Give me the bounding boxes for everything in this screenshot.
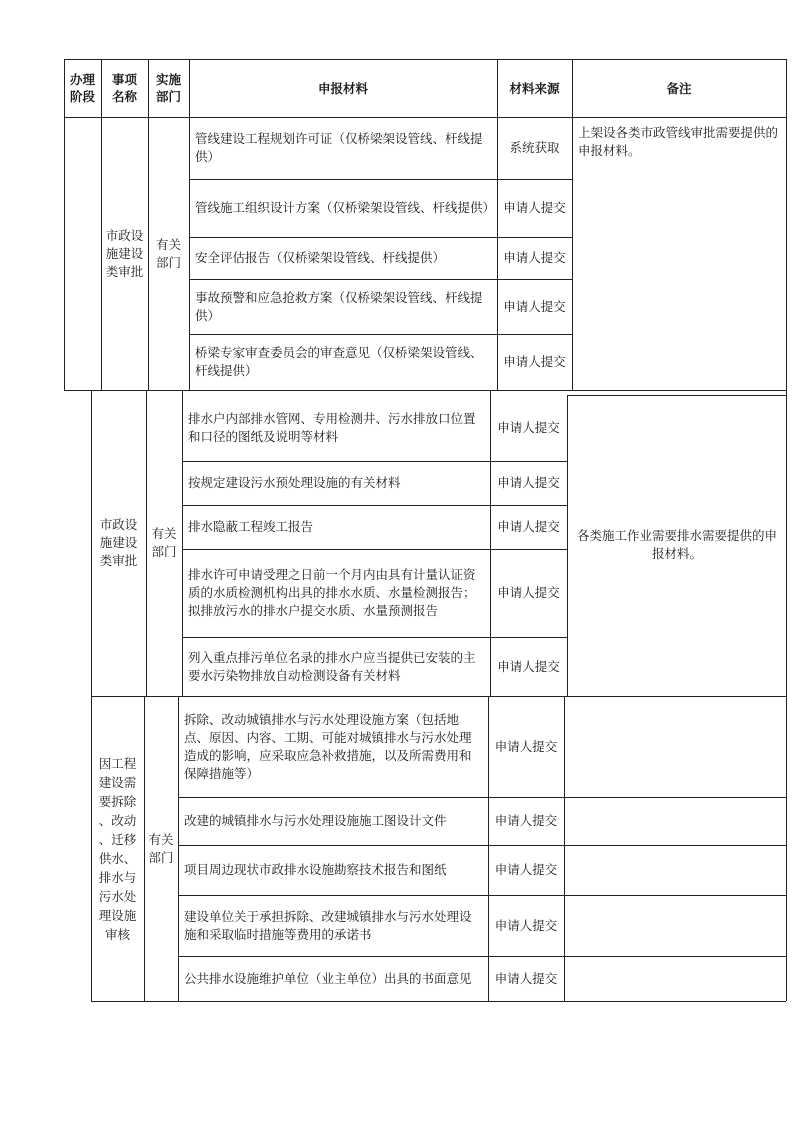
group3-remark	[564, 696, 786, 797]
group2-item-name: 市政设 施建设 类审批	[99, 517, 138, 568]
group3-source-1: 申请人提交	[494, 738, 558, 754]
group3-material-4: 建设单位关于承担拆除、改建城镇排水与污水处理设施和采取临时措施等费用的承诺书	[184, 908, 472, 942]
group2-source-1: 申请人提交	[497, 420, 560, 435]
group1-material-1: 管线建设工程规划许可证（仅桥梁架设管线、杆线提供）	[195, 131, 483, 164]
table-border-right	[786, 390, 787, 696]
group3-material-2: 改建的城镇排水与污水处理设施施工图设计文件	[184, 813, 447, 828]
group2-material-2: 按规定建设污水预处理设施的有关材料	[188, 475, 401, 490]
group2-material-4: 排水许可申请受理之日前一个月内由具有计量认证资质的水质检测机构出具的排水水质、水量检测报告；拟排放污水的排水户提交水质、水量预测报告	[188, 567, 476, 618]
header-materials: 申报材料	[317, 80, 368, 96]
group1-department: 有关 部门	[155, 236, 181, 270]
table-border-right	[786, 696, 787, 1001]
group3-source-3: 申请人提交	[494, 862, 558, 877]
header-source: 材料来源	[509, 80, 560, 96]
remark-box-top	[567, 395, 786, 396]
group3-department: 有关 部门	[148, 831, 174, 865]
table-border-right	[786, 59, 787, 391]
group2-department: 有关 部门	[151, 526, 177, 559]
group2-remark: 各类施工作业需要排水需要提供的申报材料。	[576, 528, 777, 561]
group1-material-4: 事故预警和应急抢救方案（仅桥梁架设管线、杆线提供）	[195, 289, 483, 323]
group1-source-1: 系统获取	[509, 140, 560, 155]
group3-source-5: 申请人提交	[494, 970, 558, 986]
table-border-bottom	[91, 1001, 786, 1002]
group2-source-2: 申请人提交	[497, 475, 560, 490]
group3-material-5: 公共排水设施维护单位（业主单位）出具的书面意见	[184, 970, 472, 986]
header-remarks: 备注	[666, 80, 692, 96]
group3-item-name: 因工程 建设需 要拆除 、改动 、迁移 供水、 排水与 污水处 理设施 审核	[98, 755, 137, 942]
group1-source-2: 申请人提交	[503, 200, 566, 215]
group2-source-3: 申请人提交	[497, 519, 560, 534]
group1-source-5: 申请人提交	[503, 354, 566, 369]
group3-material-3: 项目周边现状市政排水设施勘察技术报告和图纸	[184, 862, 447, 877]
source-col-line	[567, 395, 568, 696]
group3-source-4: 申请人提交	[494, 917, 558, 933]
header-item-name: 事项 名称	[111, 72, 137, 104]
group2-material-5: 列入重点排污单位名录的排水户应当提供已安装的主要水污染物排放自动检测设备有关材料	[188, 649, 476, 683]
group1-remark: 上架设各类市政管线审批需要提供的申报材料。	[578, 125, 779, 158]
group1-source-4: 申请人提交	[503, 298, 566, 314]
group3-source-2: 申请人提交	[494, 813, 558, 828]
group2-material-1: 排水户内部排水管网、专用检测井、污水排放口位置和口径的图纸及说明等材料	[188, 411, 476, 444]
header-stage: 办理 阶段	[69, 72, 95, 104]
group1-source-3: 申请人提交	[503, 250, 566, 265]
group1-item-name: 市政设 施建设 类审批	[105, 227, 144, 279]
group1-material-5: 桥梁专家审查委员会的审查意见（仅桥梁架设管线、杆线提供）	[195, 345, 483, 378]
group3-material-1: 拆除、改动城镇排水与污水处理设施方案（包括地点、原因、内容、工期、可能对城镇排水与污水处理造成的影响，应采取应急补救措施，以及所需费用和保障措施等）	[184, 711, 472, 781]
group2-source-4: 申请人提交	[497, 585, 560, 600]
header-department: 实施 部门	[155, 72, 181, 104]
group1-material-2: 管线施工组织设计方案（仅桥梁架设管线、杆线提供）	[195, 200, 496, 215]
group2-source-5: 申请人提交	[497, 658, 560, 674]
group1-material-3: 安全评估报告（仅桥梁架设管线、杆线提供）	[195, 250, 446, 265]
group2-material-3: 排水隐蔽工程竣工报告	[188, 519, 314, 534]
